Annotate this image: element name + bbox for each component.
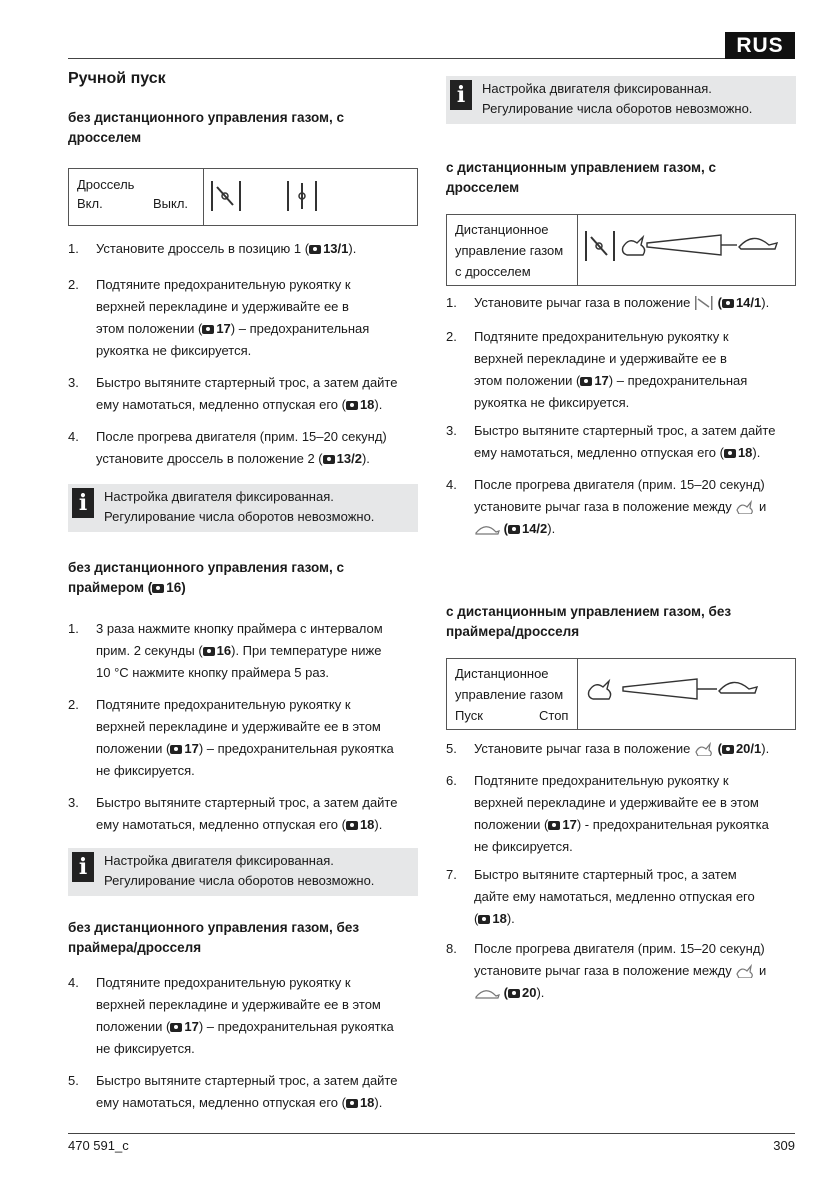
section-heading: без дистанционного управления газом, с дросселем	[68, 110, 345, 145]
figure-ref-icon	[722, 299, 734, 308]
figure-ref-icon	[724, 449, 736, 458]
info-icon: i	[72, 852, 94, 882]
info-icon: i	[450, 80, 472, 110]
list-item: 2. Подтяните предохранительную рукоятку к верхней перекладине и удерживайте ее в этом положении ( 17) – предохранительная рукоятка не фиксируется.	[68, 277, 370, 358]
throttle-range-icon	[583, 669, 789, 717]
info-note: i Настройка двигателя фиксированная. Регулирование числа оборотов невозможно.	[68, 484, 418, 532]
list-item: 7. Быстро вытяните стартерный трос, а затем дайте ему намотаться, медленно отпуская его ( 18).	[446, 867, 755, 926]
list-item: 1. Установите дроссель в позицию 1 ( 13/1).	[68, 241, 357, 256]
language-badge: RUS	[725, 32, 795, 59]
list-item: 3. Быстро вытяните стартерный трос, а затем дайте ему намотаться, медленно отпуская его ( 18).	[446, 423, 776, 460]
figure-ref-icon	[346, 821, 358, 830]
throttle-positions-icon	[583, 225, 789, 273]
figure-ref-icon	[508, 989, 520, 998]
list-item: 2. Подтяните предохранительную рукоятку к верхней перекладине и удерживайте ее в этом положении ( 17) – предохранительная рукоятка не фиксируется.	[68, 697, 394, 778]
figure-ref-icon	[170, 745, 182, 754]
list-item: 1. 3 раза нажмите кнопку праймера с интервалом прим. 2 секунды ( 16). При температуре ниже 10 °С нажмите кнопку праймера 5 раз.	[68, 621, 383, 680]
list-item: 4. После прогрева двигателя (прим. 15–20 секунд) установите рычаг газа в положение между и ( 14/2).	[446, 477, 767, 536]
list-item: 6. Подтяните предохранительную рукоятку к верхней перекладине и удерживайте ее в этом положении ( 17) - предохранительная рукоятка не фиксируется.	[446, 773, 769, 854]
remote-throttle-table: Дистанционное управление газом с дросселем	[446, 214, 796, 286]
info-icon: i	[72, 488, 94, 518]
list-item: 5. Быстро вытяните стартерный трос, а затем дайте ему намотаться, медленно отпуская его ( 18).	[68, 1073, 398, 1110]
figure-ref-icon	[323, 455, 335, 464]
choke-table: Дроссель Вкл. Выкл.	[68, 168, 418, 226]
doc-code: 470 591_c	[68, 1138, 129, 1153]
remote-throttle-table: Дистанционное управление газом Пуск Стоп	[446, 658, 796, 730]
list-item: 3. Быстро вытяните стартерный трос, а затем дайте ему намотаться, медленно отпуская его ( 18).	[68, 375, 398, 412]
rabbit-icon	[694, 742, 714, 756]
figure-ref-icon	[152, 584, 164, 593]
header-rule	[68, 58, 795, 59]
figure-ref-icon	[170, 1023, 182, 1032]
list-item: 4. Подтяните предохранительную рукоятку к верхней перекладине и удерживайте ее в этом положении ( 17) – предохранительная рукоятка не фиксируется.	[68, 975, 394, 1056]
figure-ref-icon	[346, 1099, 358, 1108]
info-note: i Настройка двигателя фиксированная. Регулирование числа оборотов невозможно.	[68, 848, 418, 896]
section-heading: без дистанционного управления газом, без праймера/дросселя	[68, 920, 360, 955]
rabbit-icon	[735, 964, 755, 978]
list-item: 3. Быстро вытяните стартерный трос, а затем дайте ему намотаться, медленно отпуская его ( 18).	[68, 795, 398, 832]
list-item: 4. После прогрева двигателя (прим. 15–20 секунд) установите дроссель в положение 2 ( 13/2).	[68, 429, 387, 466]
choke-position-icon	[694, 296, 714, 310]
section-heading: с дистанционным управлением газом, без праймера/дросселя	[446, 604, 732, 639]
figure-ref-icon	[722, 745, 734, 754]
figure-ref-icon	[202, 325, 214, 334]
rabbit-icon	[735, 500, 755, 514]
footer-rule	[68, 1133, 795, 1134]
turtle-icon	[474, 986, 500, 1000]
figure-ref-icon	[309, 245, 321, 254]
list-item: 8. После прогрева двигателя (прим. 15–20 секунд) установите рычаг газа в положение между и ( 20).	[446, 941, 767, 1000]
info-note: i Настройка двигателя фиксированная. Регулирование числа оборотов невозможно.	[446, 76, 796, 124]
figure-ref-icon	[478, 915, 490, 924]
figure-ref-icon	[580, 377, 592, 386]
turtle-icon	[474, 522, 500, 536]
list-item: 2. Подтяните предохранительную рукоятку к верхней перекладине и удерживайте ее в этом положении ( 17) – предохранительная рукоятка не фиксируется.	[446, 329, 748, 410]
figure-ref-icon	[203, 647, 215, 656]
section-heading: с дистанционным управлением газом, с дросселем	[446, 160, 717, 195]
figure-ref-icon	[548, 821, 560, 830]
page-title: Ручной пуск	[68, 70, 166, 87]
choke-positions-icon	[209, 177, 409, 217]
page-number: 309	[773, 1138, 795, 1153]
list-item: 1. Установите рычаг газа в положение ( 14/1).	[446, 295, 770, 310]
figure-ref-icon	[346, 401, 358, 410]
list-item: 5. Установите рычаг газа в положение ( 20/1).	[446, 741, 770, 756]
figure-ref-icon	[508, 525, 520, 534]
section-heading: без дистанционного управления газом, с праймером ( 16)	[68, 560, 345, 595]
